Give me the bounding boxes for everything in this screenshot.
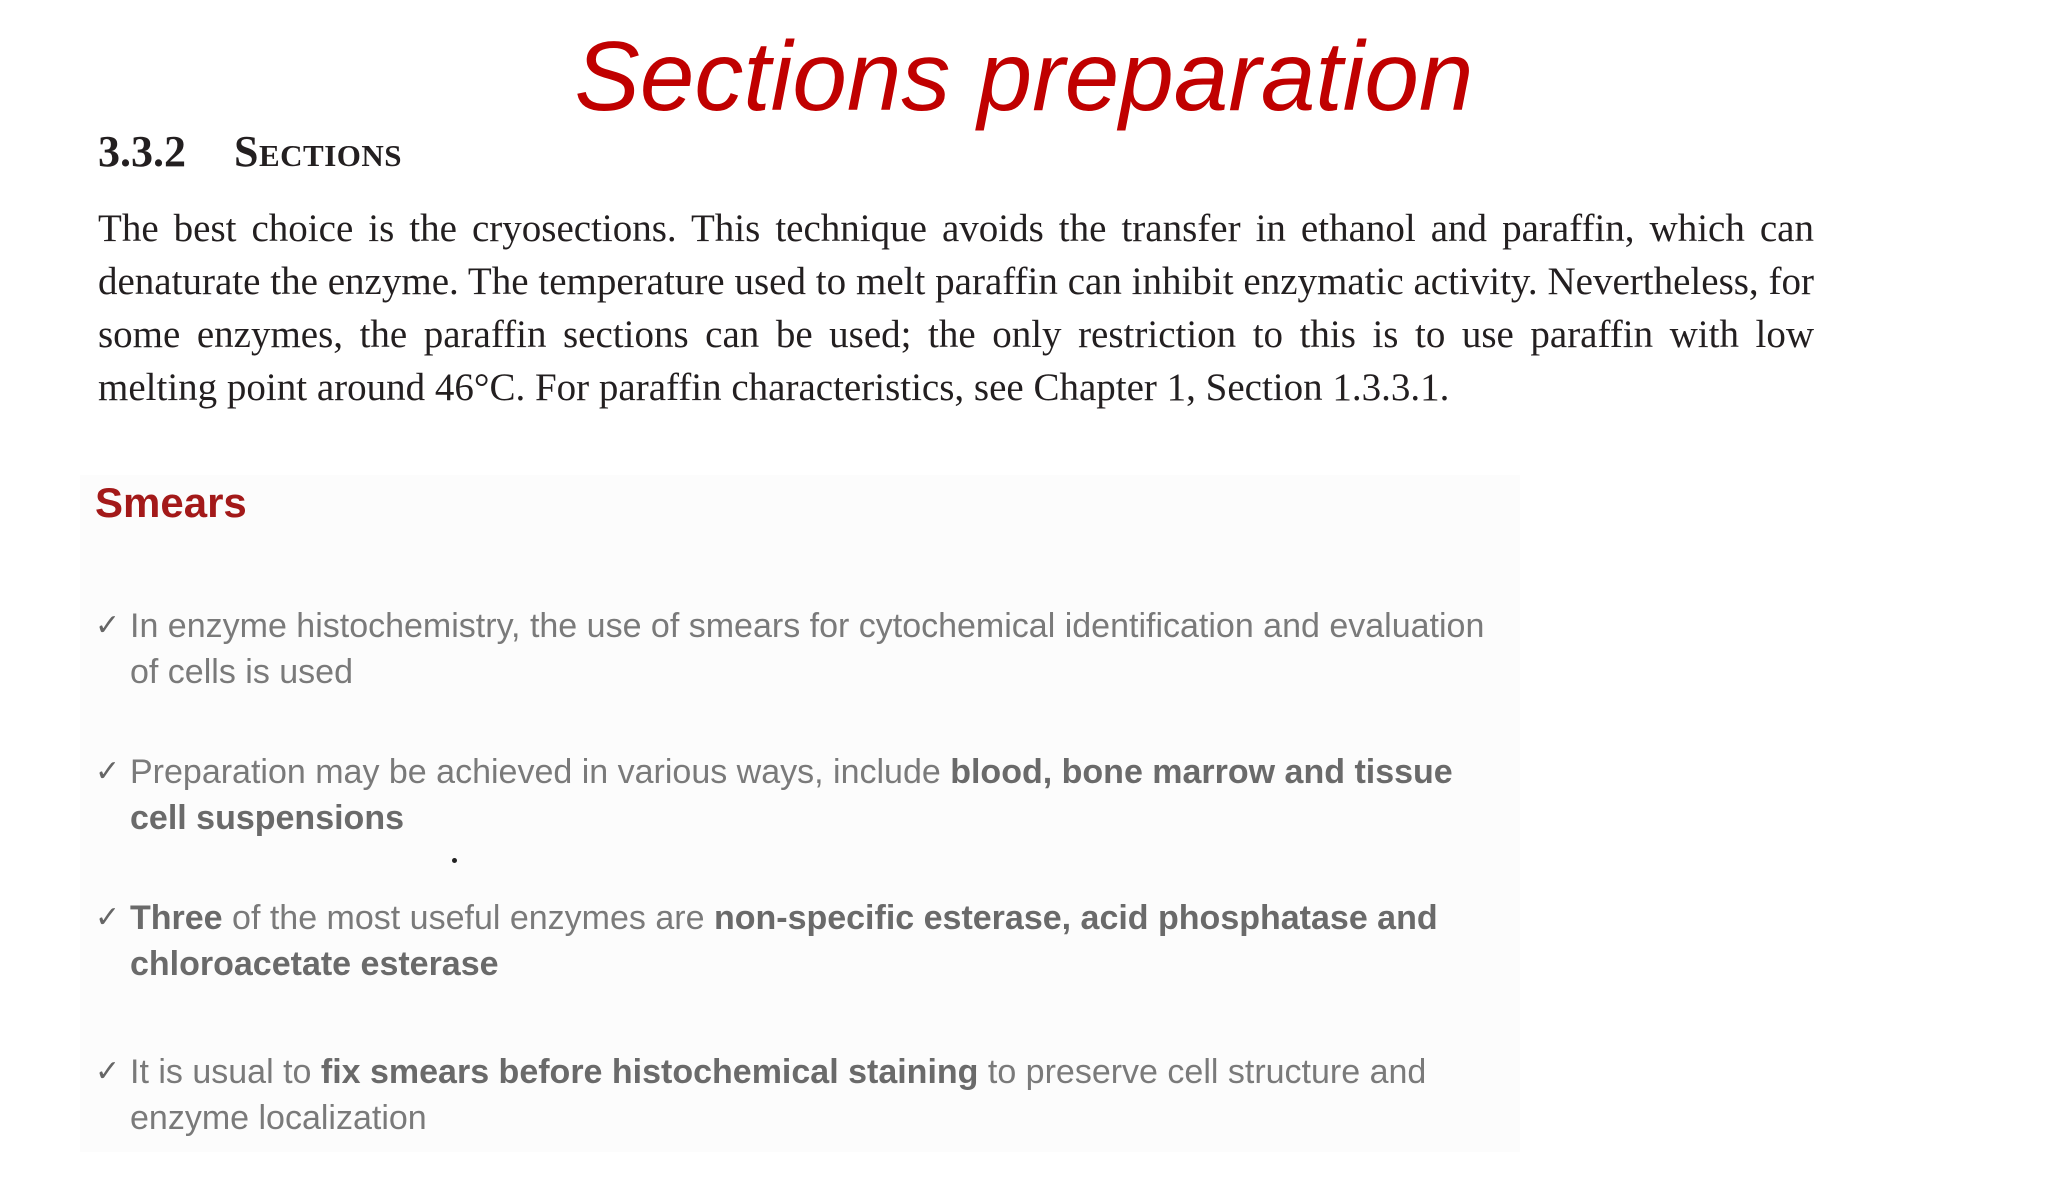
- section-name: Sections: [234, 127, 403, 176]
- bullet-text: to preserve cell structure and enzyme localization: [130, 1053, 1427, 1137]
- smears-heading: Smears: [95, 479, 247, 526]
- stray-dot: [452, 858, 457, 863]
- bullet-item-enzymes: [95, 895, 1495, 987]
- check-icon: ✓: [95, 609, 121, 642]
- bullet-bold-text: blood, bone marrow and tissue cell suspensions: [130, 753, 1453, 837]
- slide-title: Sections preparation: [574, 21, 1474, 131]
- bullet-list: [95, 603, 1495, 1195]
- bullet-bold-text: fix smears before histochemical staining: [320, 1053, 979, 1091]
- bullet-item-smears-use: [95, 603, 1495, 695]
- bullet-text: of the most useful enzymes are: [222, 899, 714, 937]
- check-icon: ✓: [95, 901, 121, 934]
- section-heading: [98, 122, 1814, 182]
- bullet-item-fixation: [95, 1049, 1495, 1141]
- check-icon: ✓: [95, 755, 121, 788]
- section-number: 3.3.2: [98, 127, 186, 176]
- bullet-bold-text: Three: [130, 899, 223, 937]
- book-paragraph: The best choice is the cryosections. This technique avoids the transfer in ethanol and paraffin, which can denaturate the enzyme. The temperature used to melt paraffin can inhibit enzymatic activity. Nevertheless, for some enzymes, the paraffin sections can be used; the only restriction to this is to use paraffin with low melting point around 46°C. For paraffin characteristics, see Chapter 1, Section 1.3.3.1.: [98, 207, 1814, 409]
- bullet-text: It is usual to: [130, 1053, 321, 1091]
- bullet-text: In enzyme histochemistry, the use of smears for cytochemical identification and evaluation of cells is used: [130, 607, 1485, 691]
- check-icon: ✓: [95, 1055, 121, 1088]
- bullet-bold-text: non-specific esterase, acid phosphatase and chloroacetate esterase: [130, 899, 1438, 983]
- bullet-text: Preparation may be achieved in various ways, include: [130, 753, 951, 791]
- smears-block: [80, 475, 1520, 1152]
- book-excerpt: [98, 122, 1814, 414]
- bullet-item-preparation: [95, 749, 1495, 841]
